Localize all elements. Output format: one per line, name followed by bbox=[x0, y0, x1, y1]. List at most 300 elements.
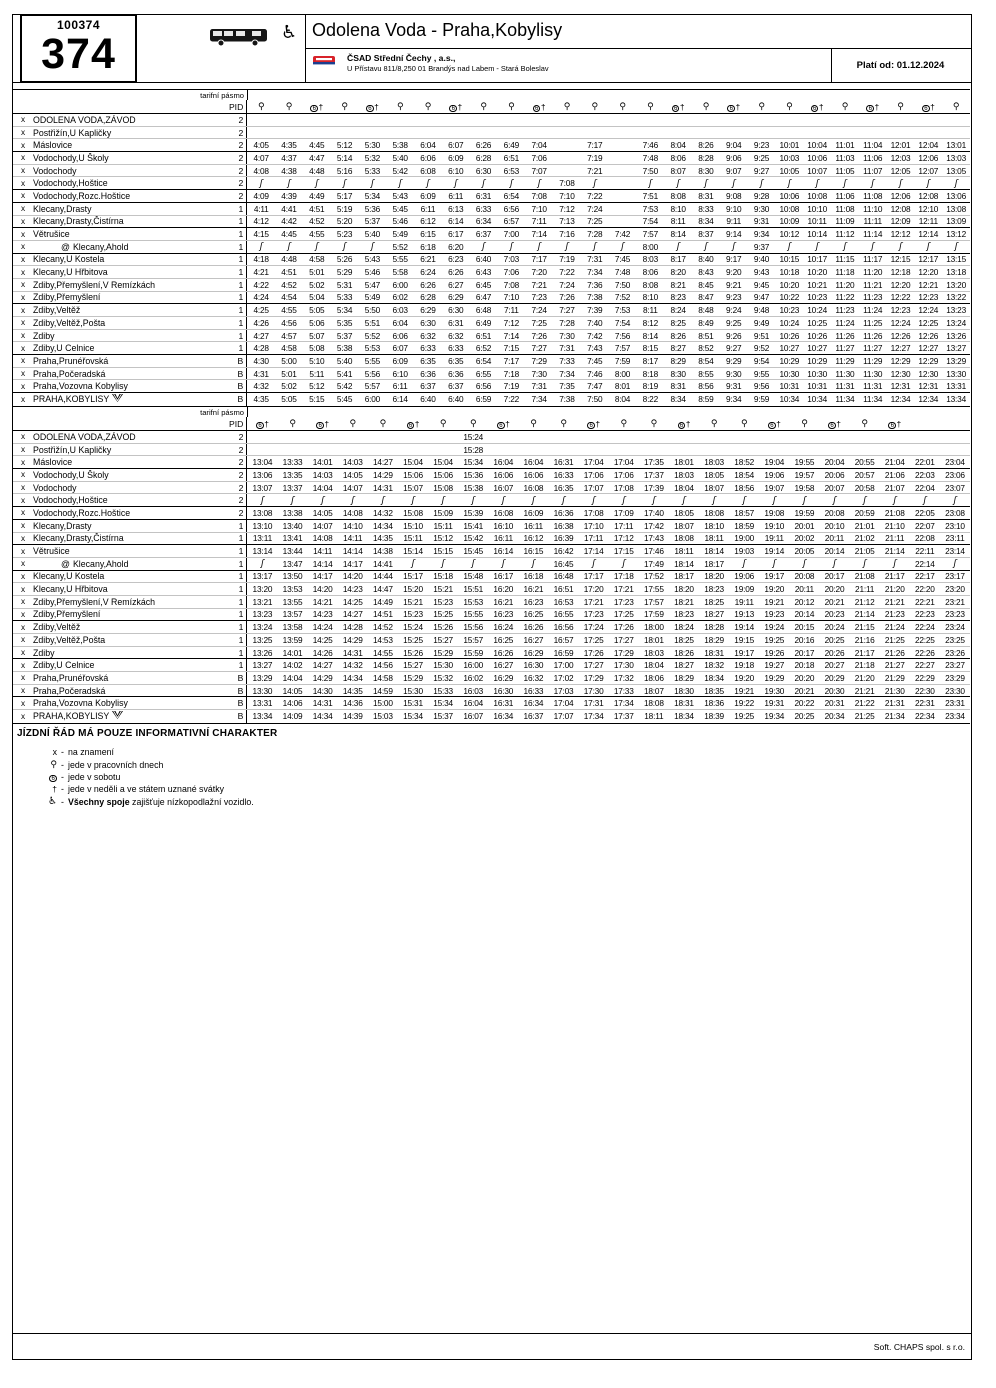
time-cell: 8:11 bbox=[670, 216, 686, 227]
time-cell: 5:33 bbox=[336, 292, 353, 303]
time-cell: 7:04 bbox=[531, 140, 547, 151]
time-cell: 18:27 bbox=[674, 660, 694, 671]
time-cell bbox=[247, 494, 277, 507]
request-stop-flag: x bbox=[20, 470, 26, 480]
tariff-zone: 1 bbox=[238, 533, 244, 544]
stop-row bbox=[13, 114, 970, 127]
request-stop-flag: x bbox=[20, 356, 26, 366]
stop-row bbox=[13, 609, 970, 622]
not-served-icon: ʃ bbox=[863, 559, 867, 570]
workdays-icon: ⚲ bbox=[801, 419, 808, 429]
time-cell: 20:31 bbox=[824, 698, 845, 709]
service-day-symbol bbox=[609, 417, 639, 430]
time-cell: 6:03 bbox=[392, 305, 408, 316]
time-cell bbox=[887, 177, 915, 190]
time-cell: 7:40 bbox=[587, 317, 603, 328]
workdays-icon: ⚲ bbox=[591, 102, 598, 112]
time-cell: 14:07 bbox=[342, 482, 363, 493]
timetable-block-2 bbox=[13, 406, 970, 724]
time-cell: 18:34 bbox=[704, 672, 724, 683]
time-cell: 6:12 bbox=[420, 216, 436, 227]
time-cell: 7:30 bbox=[559, 330, 575, 341]
request-stop-flag: x bbox=[20, 267, 26, 277]
not-served-icon: ʃ bbox=[592, 559, 596, 570]
time-cell: 6:10 bbox=[448, 165, 464, 176]
tariff-zone: 1 bbox=[238, 584, 244, 595]
stop-row bbox=[13, 710, 970, 723]
time-cell: 12:23 bbox=[890, 305, 911, 316]
workdays-icon: ⚲ bbox=[702, 102, 710, 112]
time-cell: 4:35 bbox=[281, 140, 297, 151]
saturday-icon: 6 bbox=[310, 102, 318, 112]
time-cell: 17:35 bbox=[643, 457, 664, 468]
time-cell bbox=[497, 240, 525, 253]
time-cell: 14:01 bbox=[282, 647, 303, 658]
stop-row bbox=[13, 647, 970, 660]
tariff-zone: 1 bbox=[238, 647, 244, 658]
time-cell: 21:27 bbox=[884, 660, 905, 671]
time-cell: 7:08 bbox=[559, 178, 575, 189]
time-cell: 16:32 bbox=[523, 672, 544, 683]
time-cell: 10:25 bbox=[807, 317, 827, 328]
time-cell: 19:08 bbox=[764, 507, 785, 518]
time-cell: 11:34 bbox=[863, 394, 883, 405]
time-cell: 5:46 bbox=[392, 216, 408, 227]
time-cell: 20:58 bbox=[854, 482, 875, 493]
tariff-zone: 1 bbox=[238, 520, 244, 531]
time-cell: 6:33 bbox=[420, 343, 436, 354]
time-cell: 8:45 bbox=[698, 279, 714, 290]
time-cell: 9:47 bbox=[753, 292, 770, 303]
time-cell: 10:20 bbox=[779, 279, 800, 290]
time-cell: 13:26 bbox=[252, 647, 273, 658]
time-cell: 13:47 bbox=[282, 558, 303, 569]
stop-row bbox=[13, 127, 970, 140]
time-cell: 15:06 bbox=[433, 469, 453, 480]
time-cell: 5:31 bbox=[336, 279, 353, 290]
stop-name: Vodochody,Hoštice bbox=[33, 495, 108, 506]
time-cell: 21:02 bbox=[854, 533, 875, 544]
tariff-zone: 2 bbox=[238, 190, 244, 201]
time-cell: 6:29 bbox=[420, 305, 436, 316]
time-cell: 19:11 bbox=[734, 596, 754, 607]
time-cell bbox=[887, 240, 915, 253]
tariff-zone: 1 bbox=[238, 596, 244, 607]
legend-item bbox=[13, 746, 433, 758]
time-cell: 22:21 bbox=[914, 596, 935, 607]
time-cell: 20:05 bbox=[794, 546, 815, 557]
time-cell bbox=[428, 494, 458, 507]
time-cell: 14:26 bbox=[312, 647, 333, 658]
service-day-symbol bbox=[639, 417, 669, 430]
time-cell: 18:05 bbox=[704, 469, 724, 480]
stop-row bbox=[13, 279, 970, 292]
time-cell: 7:54 bbox=[614, 317, 631, 328]
time-cell: 15:21 bbox=[433, 584, 453, 595]
departure-times bbox=[246, 368, 970, 380]
time-cell: 18:04 bbox=[643, 660, 664, 671]
time-cell: 8:21 bbox=[670, 279, 686, 290]
time-cell bbox=[579, 557, 609, 570]
time-cell: 7:21 bbox=[531, 279, 547, 290]
time-cell: 14:51 bbox=[372, 609, 393, 620]
time-cell: 7:31 bbox=[531, 381, 547, 392]
departure-times bbox=[246, 127, 970, 139]
time-cell: 15:34 bbox=[463, 457, 484, 468]
time-cell: 14:56 bbox=[372, 660, 393, 671]
not-served-icon: ʃ bbox=[501, 495, 505, 506]
time-cell: 8:30 bbox=[698, 165, 714, 176]
service-day-symbol bbox=[859, 101, 887, 113]
stop-row bbox=[13, 330, 970, 343]
time-cell: 8:31 bbox=[670, 381, 686, 392]
time-cell: 16:06 bbox=[493, 469, 514, 480]
time-cell: 13:06 bbox=[946, 190, 966, 201]
departure-times bbox=[246, 279, 970, 291]
time-cell: 4:48 bbox=[309, 165, 325, 176]
time-cell: 7:24 bbox=[531, 305, 547, 316]
tariff-zone: 2 bbox=[238, 152, 244, 163]
time-cell: 6:31 bbox=[475, 190, 492, 201]
time-cell bbox=[699, 494, 729, 507]
request-stop-flag: x bbox=[20, 128, 26, 138]
time-cell: 17:25 bbox=[613, 609, 634, 620]
time-cell: 9:11 bbox=[726, 216, 742, 227]
time-cell bbox=[850, 494, 880, 507]
workdays-icon: ⚲ bbox=[257, 102, 265, 112]
request-stop-flag: x bbox=[20, 648, 26, 658]
time-cell: 8:26 bbox=[670, 330, 686, 341]
time-cell: 19:20 bbox=[764, 584, 785, 595]
time-cell: 15:29 bbox=[403, 672, 423, 683]
service-day-symbol bbox=[303, 101, 331, 113]
not-served-icon: ʃ bbox=[343, 242, 346, 253]
time-cell: 16:29 bbox=[523, 647, 544, 658]
time-cell: 11:21 bbox=[863, 279, 883, 290]
not-served-icon: ʃ bbox=[871, 242, 875, 253]
workdays-icon: ⚲ bbox=[740, 419, 748, 429]
saturday-icon: 6 bbox=[497, 419, 505, 429]
time-cell: 16:59 bbox=[553, 647, 574, 658]
time-cell bbox=[692, 177, 720, 190]
time-cell: 15:24 bbox=[463, 431, 484, 442]
stop-name: Klecany,U Hřbitova bbox=[33, 267, 108, 278]
time-cell: 16:26 bbox=[493, 647, 514, 658]
time-cell: 13:23 bbox=[252, 609, 273, 620]
time-cell: 11:10 bbox=[863, 203, 883, 214]
time-cell: 6:13 bbox=[448, 203, 464, 214]
time-cell: 15:24 bbox=[403, 622, 423, 633]
time-cell: 6:00 bbox=[364, 394, 381, 405]
saturday-icon: 6 bbox=[922, 102, 930, 112]
time-cell: 14:34 bbox=[342, 672, 363, 683]
time-cell: 21:14 bbox=[884, 546, 905, 557]
time-cell: 6:35 bbox=[420, 355, 436, 366]
time-cell: 20:22 bbox=[794, 698, 815, 709]
time-cell: 10:12 bbox=[779, 229, 800, 240]
time-cell: 5:30 bbox=[364, 140, 381, 151]
workdays-icon: ⚲ bbox=[379, 419, 387, 429]
time-cell: 22:20 bbox=[914, 584, 935, 595]
time-cell bbox=[609, 240, 637, 253]
time-cell: 21:01 bbox=[854, 520, 875, 531]
time-cell: 10:29 bbox=[807, 355, 827, 366]
time-cell: 7:38 bbox=[559, 394, 575, 405]
time-cell: 11:30 bbox=[863, 368, 883, 379]
time-cell: 5:16 bbox=[336, 165, 353, 176]
time-cell: 5:00 bbox=[281, 355, 297, 366]
time-cell: 15:37 bbox=[433, 711, 453, 722]
time-cell: 13:40 bbox=[282, 520, 303, 531]
time-cell: 4:39 bbox=[281, 190, 297, 201]
tariff-zone: 2 bbox=[238, 507, 244, 518]
time-cell: 6:37 bbox=[448, 381, 464, 392]
stop-row bbox=[13, 482, 970, 495]
service-day-symbol bbox=[277, 417, 307, 430]
time-cell: 14:05 bbox=[282, 685, 303, 696]
departure-times bbox=[246, 317, 970, 329]
tariff-zone: 2 bbox=[238, 457, 244, 468]
time-cell: 21:08 bbox=[884, 507, 905, 518]
stop-name: Praha,Prunéřovská bbox=[33, 672, 109, 683]
time-cell: 6:04 bbox=[392, 317, 408, 328]
time-cell: 6:32 bbox=[420, 330, 436, 341]
time-cell: 20:17 bbox=[824, 571, 845, 582]
time-cell: 7:14 bbox=[531, 229, 547, 240]
stop-row bbox=[13, 317, 970, 330]
not-served-icon: ʃ bbox=[953, 495, 957, 506]
time-cell: 9:51 bbox=[753, 330, 770, 341]
time-cell: 11:01 bbox=[835, 140, 855, 151]
stop-name: PRAHA,KOBYLISY bbox=[33, 394, 110, 405]
time-cell: 15:45 bbox=[463, 546, 484, 557]
service-day-symbol bbox=[386, 100, 414, 113]
time-cell: 17:00 bbox=[553, 660, 574, 671]
not-served-icon: ʃ bbox=[772, 495, 776, 506]
time-cell: 7:12 bbox=[559, 203, 575, 214]
time-cell: 10:31 bbox=[807, 381, 827, 392]
time-cell: 14:35 bbox=[342, 685, 363, 696]
time-cell bbox=[386, 177, 414, 190]
time-cell: 8:15 bbox=[642, 343, 659, 354]
time-cell: 21:23 bbox=[884, 609, 905, 620]
time-cell: 7:33 bbox=[559, 355, 575, 366]
time-cell: 15:51 bbox=[463, 584, 484, 595]
sunday-holiday-icon: † bbox=[505, 418, 510, 429]
time-cell: 14:27 bbox=[312, 660, 333, 671]
time-cell: 4:08 bbox=[253, 165, 269, 176]
time-cell: 17:09 bbox=[613, 507, 634, 518]
service-day-symbol bbox=[729, 417, 759, 430]
time-cell: 13:12 bbox=[946, 229, 966, 240]
time-cell: 12:15 bbox=[890, 254, 911, 265]
time-cell: 12:01 bbox=[890, 140, 911, 151]
service-day-symbol bbox=[368, 417, 398, 430]
stop-name: Větrušice bbox=[33, 546, 70, 557]
time-cell: 7:53 bbox=[614, 305, 631, 316]
service-day-symbol bbox=[518, 417, 548, 430]
time-cell: 8:06 bbox=[642, 267, 659, 278]
time-cell: 6:11 bbox=[392, 381, 408, 392]
stop-name: Postřižín,U Kapličky bbox=[33, 127, 112, 138]
time-cell bbox=[442, 177, 470, 190]
time-cell bbox=[525, 177, 553, 190]
time-cell: 7:45 bbox=[614, 254, 631, 265]
time-cell: 13:23 bbox=[946, 305, 966, 316]
time-cell: 18:32 bbox=[704, 660, 724, 671]
time-cell: 23:14 bbox=[945, 546, 965, 557]
time-cell: 14:25 bbox=[312, 634, 333, 645]
time-cell: 13:04 bbox=[252, 457, 273, 468]
not-served-icon: ʃ bbox=[926, 242, 930, 253]
time-cell: 20:20 bbox=[824, 584, 845, 595]
saturday-icon: 6 bbox=[866, 102, 874, 112]
time-cell: 6:15 bbox=[420, 229, 436, 240]
time-cell bbox=[819, 557, 849, 570]
not-served-icon: ʃ bbox=[259, 178, 263, 189]
request-stop-flag: x bbox=[20, 204, 26, 214]
time-cell: 10:11 bbox=[807, 216, 827, 227]
time-cell: 8:54 bbox=[698, 355, 714, 366]
time-cell: 18:52 bbox=[734, 457, 755, 468]
time-cell: 6:30 bbox=[475, 165, 492, 176]
not-served-icon: ʃ bbox=[712, 495, 716, 506]
time-cell bbox=[850, 557, 880, 570]
time-cell: 11:26 bbox=[863, 330, 883, 341]
time-cell: 20:08 bbox=[794, 571, 815, 582]
time-cell: 5:37 bbox=[336, 330, 353, 341]
time-cell bbox=[553, 240, 581, 253]
tariff-zone: 2 bbox=[238, 482, 244, 493]
time-cell: 9:31 bbox=[753, 216, 770, 227]
time-cell: 5:23 bbox=[336, 229, 353, 240]
time-cell: 6:11 bbox=[420, 203, 436, 214]
time-cell: 15:36 bbox=[463, 469, 484, 480]
sunday-holiday-icon: † bbox=[874, 101, 880, 112]
time-cell: 16:33 bbox=[523, 685, 544, 696]
time-cell: 15:04 bbox=[433, 457, 453, 468]
time-cell: 13:30 bbox=[252, 685, 273, 696]
not-served-icon: ʃ bbox=[441, 559, 445, 570]
time-cell: 10:24 bbox=[807, 305, 827, 316]
time-cell: 5:53 bbox=[364, 343, 381, 354]
wheelchair-icon: ♿ bbox=[281, 22, 298, 43]
time-cell: 5:45 bbox=[392, 203, 408, 214]
not-served-icon: ʃ bbox=[537, 242, 541, 253]
time-cell: 18:14 bbox=[704, 546, 724, 557]
request-stop-flag: x bbox=[20, 508, 26, 518]
time-cell: 14:17 bbox=[342, 558, 363, 569]
request-stop-flag: x bbox=[20, 178, 26, 188]
time-cell: 9:10 bbox=[726, 203, 742, 214]
saturday-icon: 6 bbox=[727, 102, 735, 112]
service-day-symbol bbox=[428, 417, 458, 430]
time-cell: 6:18 bbox=[420, 241, 436, 252]
time-cell: 5:40 bbox=[392, 152, 408, 163]
operator-name: ČSAD Střední Čechy , a.s., bbox=[347, 53, 456, 63]
time-cell: 17:37 bbox=[613, 711, 634, 722]
time-cell: 10:26 bbox=[779, 330, 800, 341]
not-served-icon: ʃ bbox=[704, 242, 708, 253]
time-cell bbox=[819, 494, 849, 507]
zone-label-row bbox=[13, 90, 970, 100]
stop-row bbox=[13, 304, 970, 317]
time-cell bbox=[942, 177, 970, 190]
time-cell: 15:27 bbox=[403, 660, 423, 671]
time-cell: 8:40 bbox=[698, 254, 714, 265]
time-cell: 16:45 bbox=[553, 558, 574, 569]
time-cell: 15:26 bbox=[433, 622, 453, 633]
time-cell: 18:31 bbox=[704, 647, 724, 658]
time-cell: 17:42 bbox=[643, 520, 664, 531]
tariff-zone: 2 bbox=[238, 127, 244, 138]
time-cell: 6:40 bbox=[448, 394, 464, 405]
time-cell: 6:09 bbox=[448, 152, 464, 163]
time-cell: 11:03 bbox=[835, 152, 855, 163]
time-cell: 17:23 bbox=[613, 596, 634, 607]
time-cell: 15:34 bbox=[403, 711, 423, 722]
time-cell: 13:38 bbox=[282, 507, 303, 518]
time-cell: 8:25 bbox=[670, 317, 686, 328]
time-cell: 7:00 bbox=[503, 229, 520, 240]
not-served-icon: ʃ bbox=[676, 178, 680, 189]
time-cell: 14:30 bbox=[312, 685, 333, 696]
time-cell: 13:57 bbox=[282, 609, 303, 620]
time-cell: 19:15 bbox=[734, 634, 755, 645]
time-cell: 12:31 bbox=[890, 381, 911, 392]
time-cell: 17:24 bbox=[583, 622, 604, 633]
time-cell: 11:27 bbox=[835, 343, 855, 354]
zone-label: tarifní pásmo bbox=[200, 407, 244, 417]
time-cell: 12:14 bbox=[918, 229, 939, 240]
time-cell bbox=[548, 494, 578, 507]
time-cell bbox=[729, 557, 759, 570]
time-cell: 16:25 bbox=[523, 609, 544, 620]
time-cell: 14:27 bbox=[372, 457, 393, 468]
tariff-zone: 1 bbox=[238, 330, 244, 341]
time-cell: 22:23 bbox=[914, 609, 935, 620]
time-cell: 8:31 bbox=[698, 190, 714, 201]
time-cell: 4:25 bbox=[253, 305, 269, 316]
time-cell: 5:15 bbox=[309, 394, 325, 405]
time-cell bbox=[609, 557, 639, 570]
time-cell: 13:31 bbox=[946, 381, 966, 392]
time-cell: 12:18 bbox=[890, 267, 911, 278]
time-cell bbox=[759, 557, 789, 570]
time-cell: 14:05 bbox=[312, 507, 333, 518]
not-served-icon: ʃ bbox=[593, 178, 597, 189]
time-cell: 11:31 bbox=[835, 381, 855, 392]
not-served-icon: ʃ bbox=[259, 242, 263, 253]
legend-text: Všechny spoje zajišťuje nízkopodlažní vozidlo. bbox=[68, 796, 254, 807]
time-cell: 4:11 bbox=[253, 203, 269, 214]
time-cell: 17:33 bbox=[613, 685, 634, 696]
time-cell bbox=[940, 494, 970, 507]
time-cell: 9:14 bbox=[726, 229, 742, 240]
time-cell: 6:02 bbox=[392, 292, 408, 303]
request-stop-flag: x bbox=[20, 242, 26, 252]
time-cell: 5:01 bbox=[281, 368, 297, 379]
time-cell: 7:26 bbox=[559, 292, 575, 303]
time-cell: 6:06 bbox=[420, 152, 436, 163]
time-cell bbox=[398, 494, 428, 507]
time-cell bbox=[277, 494, 307, 507]
time-cell: 20:15 bbox=[794, 622, 815, 633]
time-cell: 6:45 bbox=[475, 279, 492, 290]
time-cell: 9:48 bbox=[753, 305, 770, 316]
workdays-icon: ⚲ bbox=[469, 419, 477, 429]
time-cell: 5:14 bbox=[336, 152, 353, 163]
